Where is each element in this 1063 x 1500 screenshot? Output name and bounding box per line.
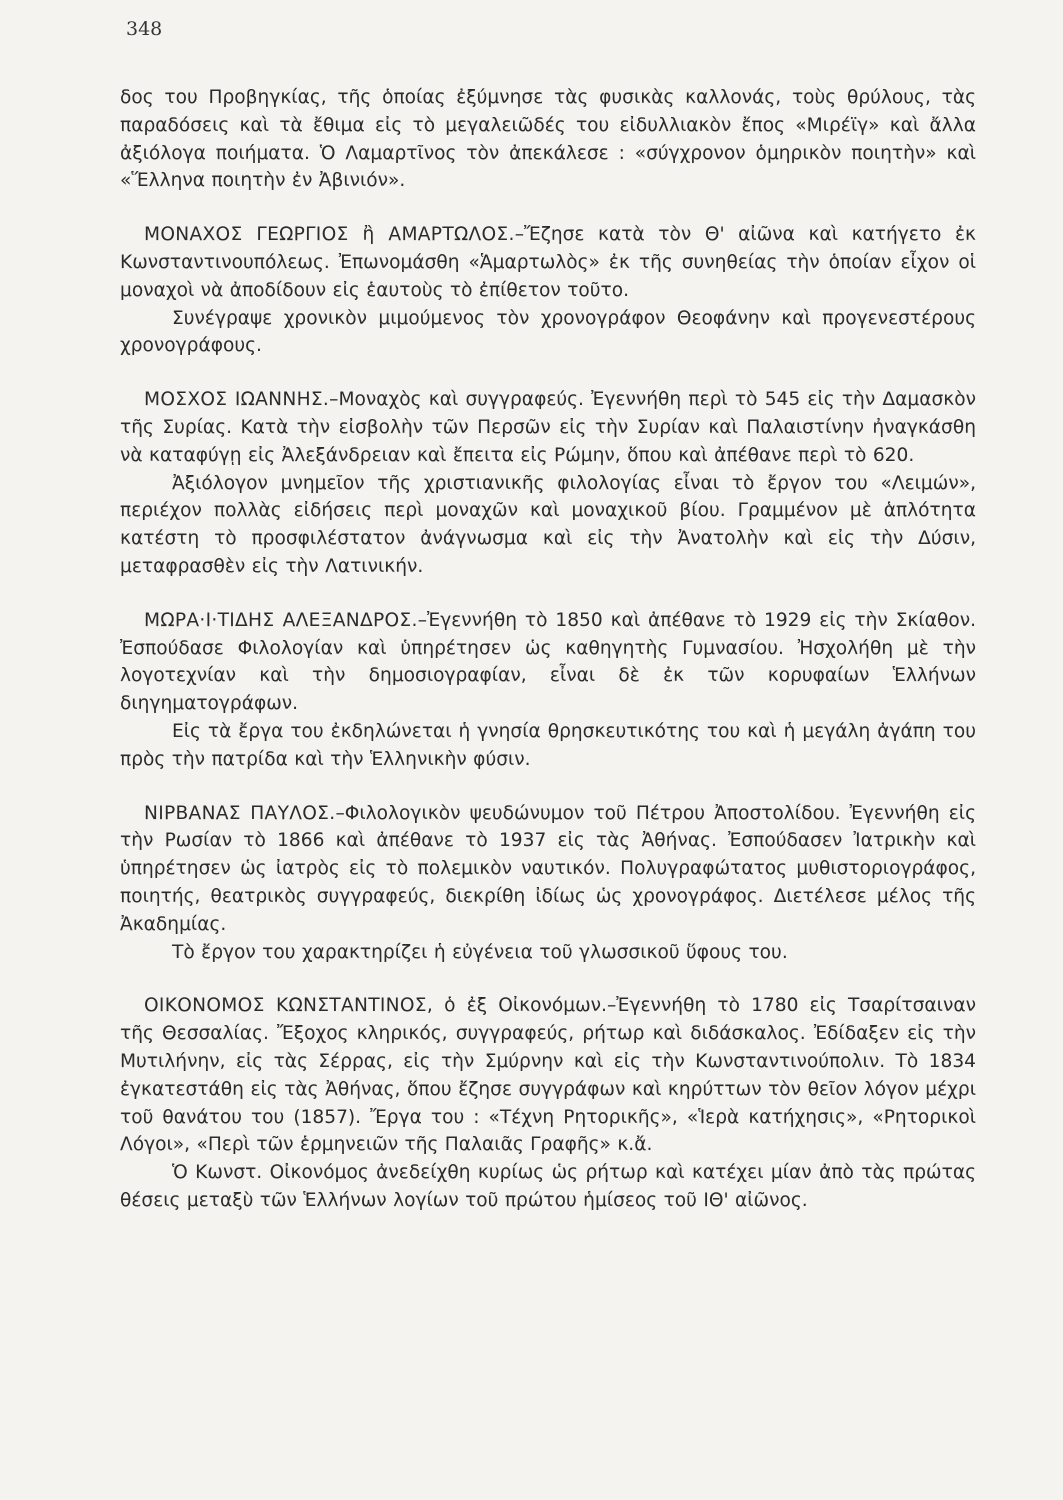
intro-paragraph: δος του Προβηγκίας, τῆς ὁποίας ἐξύμνησε τὰς φυσικὰς καλλονάς, τοὺς θρύλους, τὰς παραδόσεις καὶ τὰ ἔθιμα εἰς τὸ μεγαλειῶδές του εἰδυλλιακὸν ἔπος «Μιρέϊγ» καὶ ἄλλα ἀξιόλογα ποιήματα. Ὁ Λαμαρτῖνος τὸν ἀπεκάλεσε : «σύγχρονον ὁμηρικὸν ποιητὴν» καὶ «Ἕλληνα ποιητὴν ἐν Ἀβινιόν». bbox=[120, 87, 976, 192]
entry-name: ΝΙΡΒΑΝΑΣ ΠΑΥΛΟΣ. bbox=[144, 802, 336, 824]
entry-name: ΜΟΝΑΧΟΣ ΓΕΩΡΓΙΟΣ ἢ ΑΜΑΡΤΩΛΟΣ. bbox=[144, 224, 515, 246]
entry-moschos-ioannis bbox=[120, 386, 976, 581]
entry-paragraph: Τὸ ἔργον του χαρακτηρίζει ἡ εὐγένεια τοῦ γλωσσικοῦ ὕφους του. bbox=[172, 941, 788, 963]
page-number: 348 bbox=[126, 18, 163, 40]
entry-paragraph: Ἀξιόλογον μνημεῖον τῆς χριστιανικῆς φιλολογίας εἶναι τὸ ἔργον του «Λειμών», περιέχον πολλὰς εἰδήσεις περὶ μοναχῶν καὶ μοναχικοῦ βίου. Γραμμένον μὲ ἁπλότητα κατέστη τὸ προσφιλέστατον ἀνάγνωσμα καὶ εἰς τὴν Ἀνατολὴν καὶ εἰς τὴν Δύσιν, μεταφρασθὲν εἰς τὴν Λατινικήν. bbox=[120, 472, 976, 577]
entry-paragraph: Ὁ Κωνστ. Οἰκονόμος ἀνεδείχθη κυρίως ὡς ρήτωρ καὶ κατέχει μίαν ἀπὸ τὰς πρώτας θέσεις μεταξὺ τῶν Ἑλλήνων λογίων τοῦ πρώτου ἡμίσεος τοῦ ΙΘ' αἰῶνος. bbox=[120, 1162, 976, 1211]
entry-text: ὁ ἐξ Οἰκονόμων.–Ἐγεννήθη τὸ 1780 εἰς Τσαρίτσαιναν τῆς Θεσσαλίας. Ἔξοχος κληρικός, συγγραφεύς, ρήτωρ καὶ διδάσκαλος. Ἐδίδαξεν εἰς τὴν Μυτιλήνην, εἰς τὰς Σέρρας, εἰς τὴν Σμύρνην καὶ εἰς τὴν Κωνσταντινούπολιν. Τὸ 1834 ἐγκατεστάθη εἰς τὰς Ἀθήνας, ὅπου ἔζησε συγγράφων καὶ κηρύττων τὸν θεῖον λόγον μέχρι τοῦ θανάτου του (1857). Ἔργα του : «Τέχνη Ρητορικῆς», «Ἱερὰ κατήχησις», «Ρητορικοὶ Λόγοι», «Περὶ τῶν ἑρμηνειῶν τῆς Παλαιᾶς Γραφῆς» κ.ἄ. bbox=[120, 995, 976, 1156]
entry-nirvanas-pavlos bbox=[120, 800, 976, 967]
page-content bbox=[120, 84, 976, 1215]
entry-first-paragraph bbox=[120, 800, 976, 939]
entry-first-paragraph bbox=[120, 386, 976, 469]
entry-first-paragraph bbox=[120, 221, 976, 304]
entry-paragraph: Εἰς τὰ ἔργα του ἐκδηλώνεται ἡ γνησία θρησκευτικότης του καὶ ἡ μεγάλη ἀγάπη του πρὸς τὴν πατρίδα καὶ τὴν Ἑλληνικὴν φύσιν. bbox=[120, 720, 976, 770]
entry-text: –Μοναχὸς καὶ συγγραφεύς. Ἐγεννήθη περὶ τὸ 545 εἰς τὴν Δαμασκὸν τῆς Συρίας. Κατὰ τὴν εἰσβολὴν τῶν Περσῶν εἰς τὴν Συρίαν καὶ Παλαιστίνην ἠναγκάσθη νὰ καταφύγῃ εἰς Ἀλεξάνδρειαν καὶ ἔπειτα εἰς Ρώμην, ὅπου καὶ ἀπέθανε περὶ τὸ 620. bbox=[120, 389, 977, 466]
entry-text: –Ἔζησε κατὰ τὸν Θ' αἰῶνα καὶ κατήγετο ἐκ Κωνσταντινουπόλεως. Ἐπωνομάσθη «Ἁμαρτωλὸς» ἐκ τῆς συνηθείας τὴν ὁποίαν εἶχον οἱ μοναχοὶ νὰ ἀποδίδουν εἰς ἑαυτοὺς τὸ ἐπίθετον τοῦτο. bbox=[120, 224, 976, 301]
entry-first-paragraph bbox=[120, 992, 976, 1159]
entry-name: ΟΙΚΟΝΟΜΟΣ ΚΩΝΣΤΑΝΤΙΝΟΣ, bbox=[144, 995, 434, 1017]
entry-monachos-georgios bbox=[120, 221, 976, 360]
entry-moraitidis-alexandros bbox=[120, 607, 976, 774]
entry-text: –Φιλολογικὸν ψευδώνυμον τοῦ Πέτρου Ἀποστολίδου. Ἐγεννήθη εἰς τὴν Ρωσίαν τὸ 1866 καὶ ἀπέθανε τὸ 1937 εἰς τὰς Ἀθήνας. Ἐσπούδασεν Ἰατρικὴν καὶ ὑπηρέτησεν ὡς ἰατρὸς εἰς τὸ πολεμικὸν ναυτικόν. Πολυγραφώτατος μυθιστοριογράφος, ποιητής, θεατρικὸς συγγραφεύς, διεκρίθη ἰδίως ὡς χρονογράφος. Διετέλεσε μέλος τῆς Ἀκαδημίας. bbox=[120, 802, 976, 935]
entry-text: –Ἐγεννήθη τὸ 1850 καὶ ἀπέθανε τὸ 1929 εἰς τὴν Σκίαθον. Ἐσπούδασε Φιλολογίαν καὶ ὑπηρέτησεν ὡς καθηγητὴς Γυμνασίου. Ἠσχολήθη μὲ τὴν λογοτεχνίαν καὶ τὴν δημοσιογραφίαν, εἶναι δὲ ἐκ τῶν κορυφαίων Ἑλλήνων διηγηματογράφων. bbox=[120, 609, 976, 715]
entry-first-paragraph bbox=[120, 607, 976, 718]
entry-oikonomos-konstantinos bbox=[120, 992, 976, 1214]
entry-paragraph: Συνέγραψε χρονικὸν μιμούμενος τὸν χρονογράφον Θεοφάνην καὶ προγενεστέρους χρονογράφους. bbox=[120, 307, 976, 357]
entry-name: ΜΟΣΧΟΣ ΙΩΑΝΝΗΣ. bbox=[144, 389, 330, 411]
entry-name: ΜΩΡΑ·Ι·ΤΙΔΗΣ ΑΛΕΞΑΝΔΡΟΣ. bbox=[144, 609, 418, 631]
